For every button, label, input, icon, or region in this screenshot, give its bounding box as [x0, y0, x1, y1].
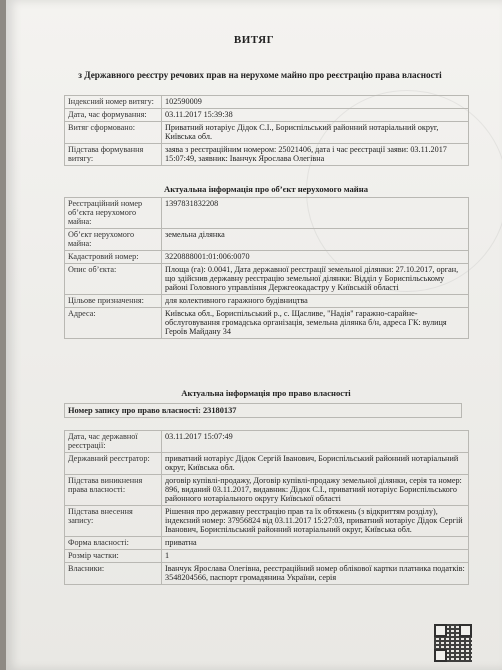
row-label: Дата, час формування:	[65, 109, 162, 122]
row-value: Приватний нотаріус Дідок С.І., Бориспільський районний нотаріальний округ, Київська обл.	[162, 122, 469, 144]
row-label: Форма власності:	[65, 537, 162, 550]
ownership-section-heading: Актуальна інформація про право власності	[181, 388, 351, 398]
table-row	[65, 198, 469, 229]
row-value: Площа (га): 0.0041, Дата державної реєстрації земельної ділянки: 27.10.2017, орган, що здійснив державну реєстрацію земельної ділянки: Відділ у Бориспільському районі Головного управління Держгеокадастру у Київській області	[162, 264, 469, 295]
row-label: Розмір частки:	[65, 550, 162, 563]
table-row	[65, 122, 469, 144]
property-info-table	[64, 197, 469, 339]
row-value: договір купівлі-продажу, Договір купівлі-продажу земельної ділянки, серія та номер: 896, виданий 03.11.2017, видавник: Дідок С.І., приватний нотаріус Бориспільського районного нотаріального округу Київської області	[162, 475, 469, 506]
row-label: Підстава внесення запису:	[65, 506, 162, 537]
row-value: Київська обл., Бориспільський р., с. Щасливе, "Надія" гаражно-сарайне-обслуговування громадська організація, земельна ділянка б/н, адреса ГК: вулиця Героїв Майдану 34	[162, 308, 469, 339]
property-section-heading: Актуальна інформація про об’єкт нерухомого майна	[163, 184, 368, 194]
table-row	[65, 506, 469, 537]
row-label: Об’єкт нерухомого майна:	[65, 229, 162, 251]
document-subtitle: з Державного реєстру речових прав на нерухоме майно про реєстрацію права власності	[78, 70, 442, 80]
row-label: Власники:	[65, 563, 162, 585]
row-value: заява з реєстраційним номером: 25021406, дата і час реєстрації заяви: 03.11.2017 15:07:49, заявник: Іванчук Ярослава Олегівна	[162, 144, 469, 166]
row-value: приватний нотаріус Дідок Сергій Іванович, Бориспільський районний нотаріальний округ, Київська обл.	[162, 453, 469, 475]
row-value: земельна ділянка	[162, 229, 469, 251]
document-page	[6, 0, 502, 670]
row-label: Індексний номер витягу:	[65, 96, 162, 109]
table-row	[65, 563, 469, 585]
table-row	[65, 550, 469, 563]
row-label: Державний реєстратор:	[65, 453, 162, 475]
table-row	[65, 295, 469, 308]
row-value: 03.11.2017 15:07:49	[162, 431, 469, 453]
row-label: Підстава виникнення права власності:	[65, 475, 162, 506]
table-row	[65, 453, 469, 475]
document-title: ВИТЯГ	[233, 34, 275, 46]
row-label: Цільове призначення:	[65, 295, 162, 308]
row-label: Витяг сформовано:	[65, 122, 162, 144]
row-value: 03.11.2017 15:39:38	[162, 109, 469, 122]
extract-info-table	[64, 95, 469, 166]
table-row	[65, 475, 469, 506]
row-label: Реєстраційний номер об’єкта нерухомого майна:	[65, 198, 162, 229]
row-value: 1397831832208	[162, 198, 469, 229]
table-row	[65, 229, 469, 251]
qr-code-icon	[434, 624, 472, 662]
ownership-info-table	[64, 430, 469, 585]
table-row	[65, 109, 469, 122]
row-label: Дата, час державної реєстрації:	[65, 431, 162, 453]
row-value: для колективного гаражного будівництва	[162, 295, 469, 308]
row-label: Опис об’єкта:	[65, 264, 162, 295]
table-row	[65, 264, 469, 295]
table-row	[65, 431, 469, 453]
row-value: Рішення про державну реєстрацію прав та їх обтяжень (з відкриттям розділу), індексний номер: 37956824 від 03.11.2017 15:27:03, приватний нотаріус Дідок Сергій Іванович, Бориспільський районний нотаріальний округ, Київська обл.	[162, 506, 469, 537]
row-value: приватна	[162, 537, 469, 550]
table-row	[65, 251, 469, 264]
row-label: Адреса:	[65, 308, 162, 339]
row-value: 102590009	[162, 96, 469, 109]
row-label: Підстава формування витягу:	[65, 144, 162, 166]
table-row	[65, 308, 469, 339]
table-row	[65, 144, 469, 166]
row-label: Кадастровий номер:	[65, 251, 162, 264]
table-row	[65, 96, 469, 109]
row-value: 1	[162, 550, 469, 563]
row-value: Іванчук Ярослава Олегівна, реєстраційний номер облікової картки платника податків: 3548204566, паспорт громадянина України, серія	[162, 563, 469, 585]
table-row	[65, 537, 469, 550]
record-number: Номер запису про право власності: 23180137	[64, 403, 462, 418]
row-value: 3220888001:01:006:0070	[162, 251, 469, 264]
